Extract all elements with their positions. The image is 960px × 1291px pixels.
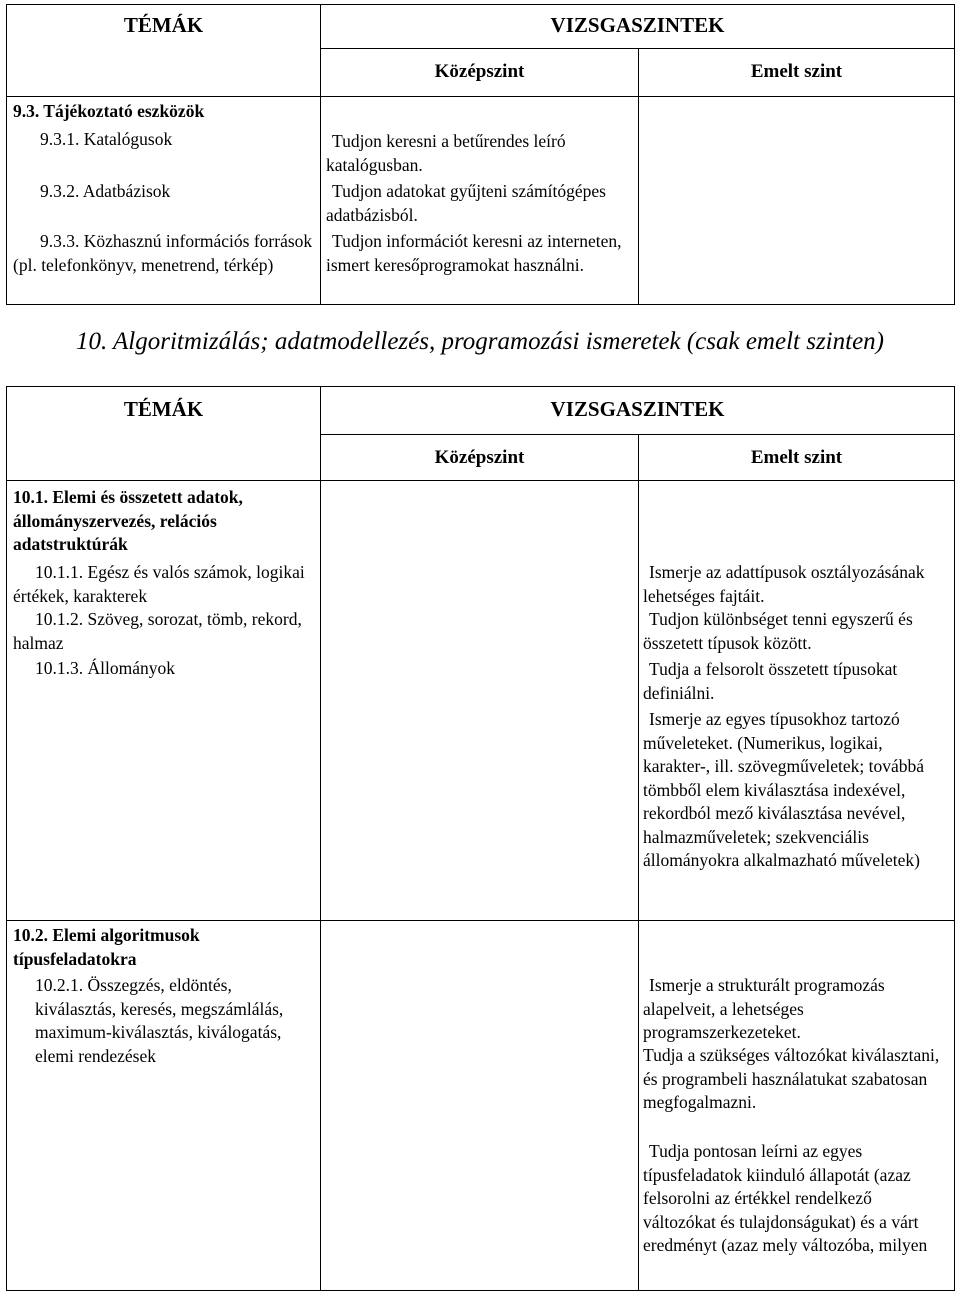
header-vizsgaszintek-2: VIZSGASZINTEK (321, 387, 955, 435)
s1-adv-2: Tudjon különbséget tenni egyszerű és összetett típusok között. (643, 609, 913, 653)
s1-topic-b: 10.1.2. Szöveg, sorozat, tömb, rekord, halmaz (13, 609, 302, 653)
header-kozepszint-2: Középszint (321, 435, 639, 481)
table1-adv-cell (639, 97, 955, 305)
header-vizsgaszintek: VIZSGASZINTEK (321, 5, 955, 49)
s1-adv-3: Tudja a felsorolt összetett típusokat definiálni. (643, 659, 898, 703)
table1-mid-3: Tudjon információt keresni az interneten, ismert keresőprogramokat használni. (326, 231, 622, 275)
section-heading-10: 10. Algoritmizálás; adatmodellezés, programozási ismeretek (csak emelt szinten) (75, 328, 884, 355)
table2-s1-mid-cell (321, 481, 639, 921)
table2-s2-mid-cell (321, 921, 639, 1291)
table1-mid-1: Tudjon keresni a betűrendes leíró katalógusban. (326, 131, 566, 175)
header-temak: TÉMÁK (7, 5, 321, 97)
s2-adv-2: Tudja a szükséges változókat kiválasztani, és programbeli használatukat szabatosan megfogalmazni. (643, 1045, 940, 1112)
table1-topic-1: 9.3.1. Katalógusok (40, 129, 173, 149)
table1-topic-3: 9.3.3. Közhasznú információs források (pl. telefonkönyv, menetrend, térkép) (13, 231, 313, 275)
s1-adv-1: Ismerje az adattípusok osztályozásának lehetséges fajtáit. (643, 562, 925, 606)
s1-topic-a: 10.1.1. Egész és valós számok, logikai értékek, karakterek (13, 562, 305, 606)
s2-topic: 10.2.1. Összegzés, eldöntés, kiválasztás, keresés, megszámlálás, maximum-kiválasztás, kiválogatás, elemi rendezések (35, 975, 284, 1066)
header-temak-2: TÉMÁK (7, 387, 321, 481)
s2-adv-3: Tudja pontosan leírni az egyes típusfeladatok kiinduló állapotát (azaz felsorolni az értékkel rendelkező változókat és tulajdonságukat) és a várt eredményt (azaz mely változóba, milyen (643, 1141, 928, 1255)
s1-title: 10.1. Elemi és összetett adatok, állományszervezés, relációs adatstruktúrák (13, 487, 243, 554)
table1-topic-2: 9.3.2. Adatbázisok (40, 181, 171, 201)
s1-adv-4: Ismerje az egyes típusokhoz tartozó műveleteket. (Numerikus, logikai, karakter-, ill. szövegműveletek; továbbá tömbből elem kiválasztása indexével, rekordból mező kiválasztása nevével, halmazműveletek; szekvenciális állományokra alkalmazható műveletek) (643, 709, 924, 870)
header-emelt-szint-2: Emelt szint (639, 435, 955, 481)
table1-mid-2: Tudjon adatokat gyűjteni számítógépes adatbázisból. (326, 181, 606, 225)
s2-title: 10.2. Elemi algoritmusok típusfeladatokra (13, 925, 200, 969)
header-emelt-szint: Emelt szint (639, 49, 955, 97)
s2-adv-1: Ismerje a strukturált programozás alapelveit, a lehetséges programszerkezeteket. (643, 975, 885, 1042)
s1-topic-c: 10.1.3. Állományok (35, 658, 175, 678)
table1-section-title: 9.3. Tájékoztató eszközök (13, 101, 205, 121)
header-kozepszint: Középszint (321, 49, 639, 97)
